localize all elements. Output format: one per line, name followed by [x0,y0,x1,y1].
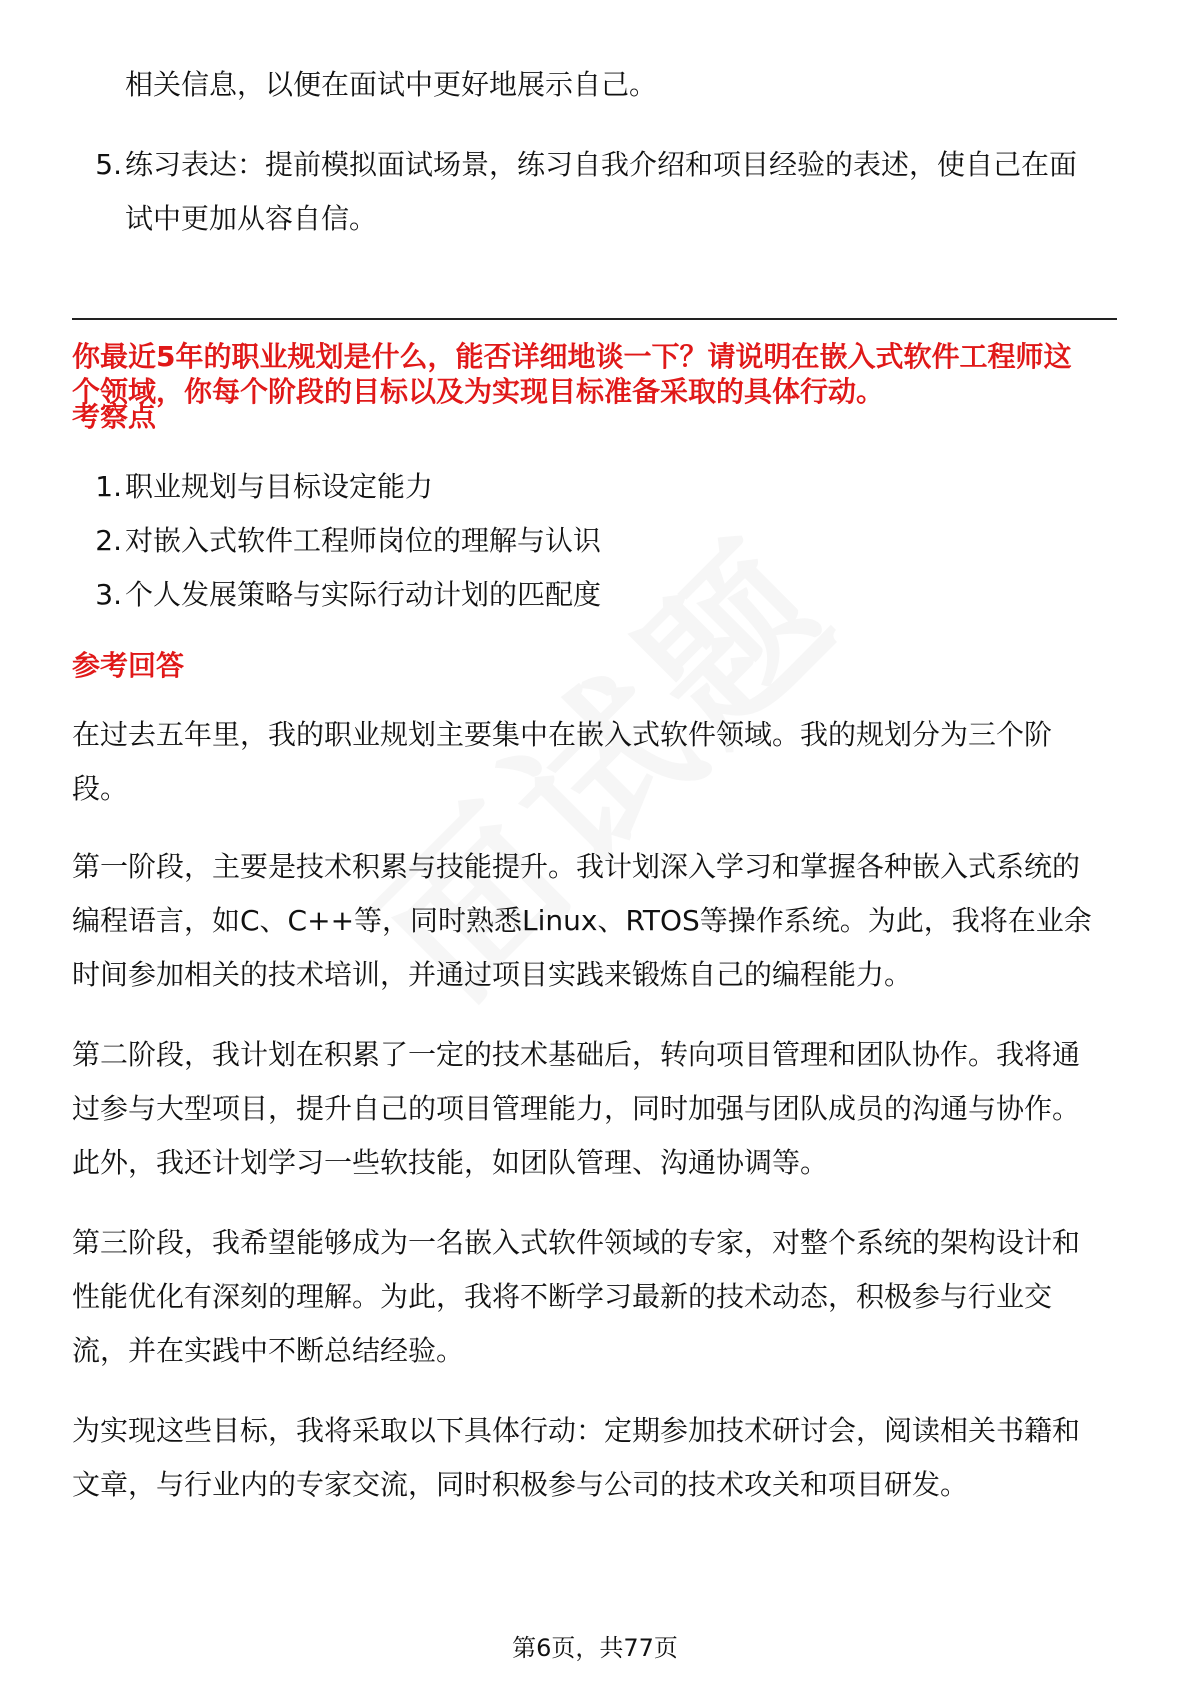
reference-answer-title: 参考回答 [72,649,185,682]
answer-paragraph-2-line-2: 编程语言，如C、C++等，同时熟悉Linux、RTOS等操作系统。为此，我将在业余 [72,904,1092,937]
list-number: 3. [95,578,122,611]
list-text: 对嵌入式软件工程师岗位的理解与认识 [125,524,602,557]
question-line-1: 你最近5年的职业规划是什么，能否详细地谈一下？请说明在嵌入式软件工程师这 [72,340,1072,373]
answer-paragraph-5-line-1: 为实现这些目标，我将采取以下具体行动：定期参加技术研讨会，阅读相关书籍和 [72,1414,1081,1447]
answer-paragraph-2-line-1: 第一阶段，主要是技术积累与技能提升。我计划深入学习和掌握各种嵌入式系统的 [72,850,1081,883]
list-item-5-continuation: 试中更加从容自信。 [125,202,378,235]
question-heading [72,339,1117,409]
answer-paragraph-3-line-2: 过参与大型项目，提升自己的项目管理能力，同时加强与团队成员的沟通与协作。 [72,1092,1081,1125]
review-points-title: 考察点 [72,400,157,433]
answer-paragraph-4-line-1: 第三阶段，我希望能够成为一名嵌入式软件领域的专家，对整个系统的架构设计和 [72,1226,1081,1259]
list-number: 5. [95,148,122,181]
list-number: 1. [95,470,122,503]
question-line-2: 个领域，你每个阶段的目标以及为实现目标准备采取的具体行动。 [72,375,885,408]
page-footer: 第6页，共77页 [512,1634,678,1662]
answer-paragraph-2-line-3: 时间参加相关的技术培训，并通过项目实践来锻炼自己的编程能力。 [72,958,913,991]
answer-paragraph-3-line-3: 此外，我还计划学习一些软技能，如团队管理、沟通协调等。 [72,1146,829,1179]
answer-paragraph-1-line-2: 段。 [72,772,129,805]
answer-paragraph-4-line-2: 性能优化有深刻的理解。为此，我将不断学习最新的技术动态，积极参与行业交 [72,1280,1053,1313]
continuation-line: 相关信息，以便在面试中更好地展示自己。 [125,68,658,101]
list-number: 2. [95,524,122,557]
section-divider [72,318,1117,320]
answer-paragraph-4-line-3: 流，并在实践中不断总结经验。 [72,1334,465,1367]
list-text: 职业规划与目标设定能力 [125,470,434,503]
answer-paragraph-3-line-1: 第二阶段，我计划在积累了一定的技术基础后，转向项目管理和团队协作。我将通 [72,1038,1081,1071]
list-text: 个人发展策略与实际行动计划的匹配度 [125,578,602,611]
answer-paragraph-1-line-1: 在过去五年里，我的职业规划主要集中在嵌入式软件领域。我的规划分为三个阶 [72,718,1053,751]
answer-paragraph-5-line-2: 文章，与行业内的专家交流，同时积极参与公司的技术攻关和项目研发。 [72,1468,969,1501]
list-text: 练习表达：提前模拟面试场景，练习自我介绍和项目经验的表述，使自己在面 [125,148,1078,181]
